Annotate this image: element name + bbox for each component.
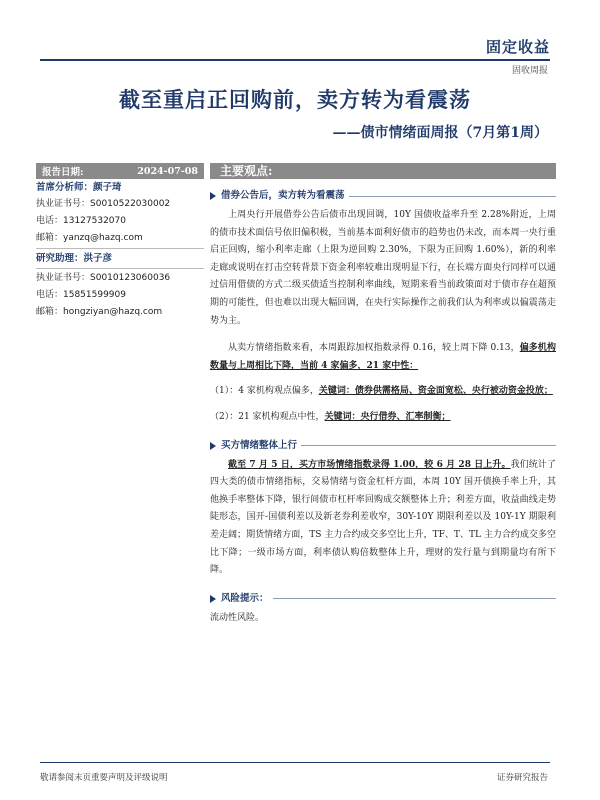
neutral-item-text: （2）：21 家机构观点中性，: [210, 411, 325, 422]
arrow-bullet-icon: [210, 595, 216, 603]
report-date-value: 2024-07-08: [137, 165, 198, 177]
sidebar-divider: [36, 268, 204, 269]
bullish-item: [210, 383, 556, 401]
sidebar-divider: [36, 248, 204, 249]
chief-analyst-phone: 电话：13127532070: [36, 216, 126, 226]
chief-analyst-email[interactable]: 邮箱：yanzq@hazq.com: [36, 233, 143, 243]
neutral-item: [210, 409, 556, 427]
section-rule: [301, 445, 556, 446]
section-2-title: 买方情绪整体上行: [221, 439, 298, 451]
section-heading: [210, 439, 556, 453]
risk-warning-text: 流动性风险。: [210, 612, 265, 623]
header-divider: [40, 59, 550, 61]
section-rule: [273, 598, 556, 599]
analyst-sidebar: [36, 163, 204, 321]
research-assistant: 研究助理：洪子彦: [36, 253, 113, 264]
research-assistant-license: 执业证书号：S0010123060036: [36, 273, 171, 283]
arrow-bullet-icon: [210, 192, 216, 200]
footer-report-type: 证券研究报告: [496, 773, 548, 783]
neutral-item-keywords: 关键词：央行借券、汇率制衡；: [324, 411, 451, 422]
footer-disclaimer: 敬请参阅末页重要声明及评级说明: [40, 773, 168, 783]
bullish-item-text: （1）：4 家机构观点偏多，: [210, 386, 319, 397]
report-date-label: 报告日期:: [42, 167, 84, 178]
risk-warning-title: 风险提示：: [221, 592, 269, 604]
footer-divider: [40, 762, 550, 763]
report-date-bar: [36, 163, 204, 179]
chief-analyst: 首席分析师：颜子琦: [36, 182, 122, 193]
research-assistant-email[interactable]: 邮箱：hongziyan@hazq.com: [36, 307, 163, 317]
report-category: 固定收益: [485, 38, 550, 56]
report-subtitle: ——债市情绪面周报（7月第1周）: [332, 125, 548, 141]
report-title: 截至重启正回购前，卖方转为看震荡: [119, 87, 471, 112]
section-rule: [349, 196, 556, 197]
buyer-sentiment-text: 我们统计了四大类的债市情绪指标，交易情绪与资金杠杆方面，本周 10Y 国开债换手率上升，其他换手率整体下降，银行间债市杠杆率回购成交额整体上升；利差方面，收益曲线走势陡形态，国开-国债利差以及新老券利差收窄，30Y-10Y 期限利差以及 10Y-1Y 期限利差走阔；期货情绪方面，TS 主力合约成交多空比上升，TF、T、TL 主力合约成交多空比下降；一级市场方面，利率债认购倍数整体上升，理财的发行量与到期量均有所下降。: [210, 459, 556, 576]
chief-analyst-license: 执业证书号：S0010522030002: [36, 199, 171, 209]
sentiment-index-paragraph: [210, 340, 556, 375]
section-1-title: 借券公告后，卖方转为看震荡: [221, 190, 345, 201]
section-2-paragraph: [210, 457, 556, 580]
section-heading: [210, 189, 556, 203]
research-assistant-phone: 电话：15851599909: [36, 290, 126, 300]
sentiment-index-highlight: 偏多机构数量与上周相比下降，当前 4 家偏多，21 家中性：: [210, 343, 556, 371]
main-content: [210, 163, 556, 627]
report-subcategory: 固收周报: [511, 66, 548, 76]
main-points-heading: 主要观点:: [210, 163, 556, 179]
bullish-item-keywords: 关键词：债券供需格局、资金面宽松、央行被动资金投放；: [318, 386, 553, 397]
arrow-bullet-icon: [210, 442, 216, 450]
section-heading: [210, 592, 556, 606]
sentiment-index-text: 从卖方情绪指数来看，本周跟踪加权指数录得 0.16，较上周下降 0.13，: [228, 343, 520, 354]
buyer-sentiment-highlight: 截至 7 月 5 日，买方市场情绪指数录得 1.00，较 6 月 28 日上升。: [228, 459, 511, 470]
section-1-paragraph: 上周央行开展借券公告后债市出现回调，10Y 国债收益率升至 2.28%附近，上周的债市技术面信号依旧偏积极，当前基本面利好债市的趋势也仍未改，而本周一央行重启正回购，缩小利率走廊（上限为逆回购 2.30%，下限为正回购 1.60%），新的利率走廊或说明在打击空转背景下资金利率较难出现明显下行，在长端方面央行同样可以通过信用借债的方式二级买债适当控制利率曲线，短期来看当前政策面对于债市存在超预期的可能性，但也难以出现大幅回调，在央行实际操作之前我们认为利率或以偏震荡走势为主。: [210, 210, 556, 326]
